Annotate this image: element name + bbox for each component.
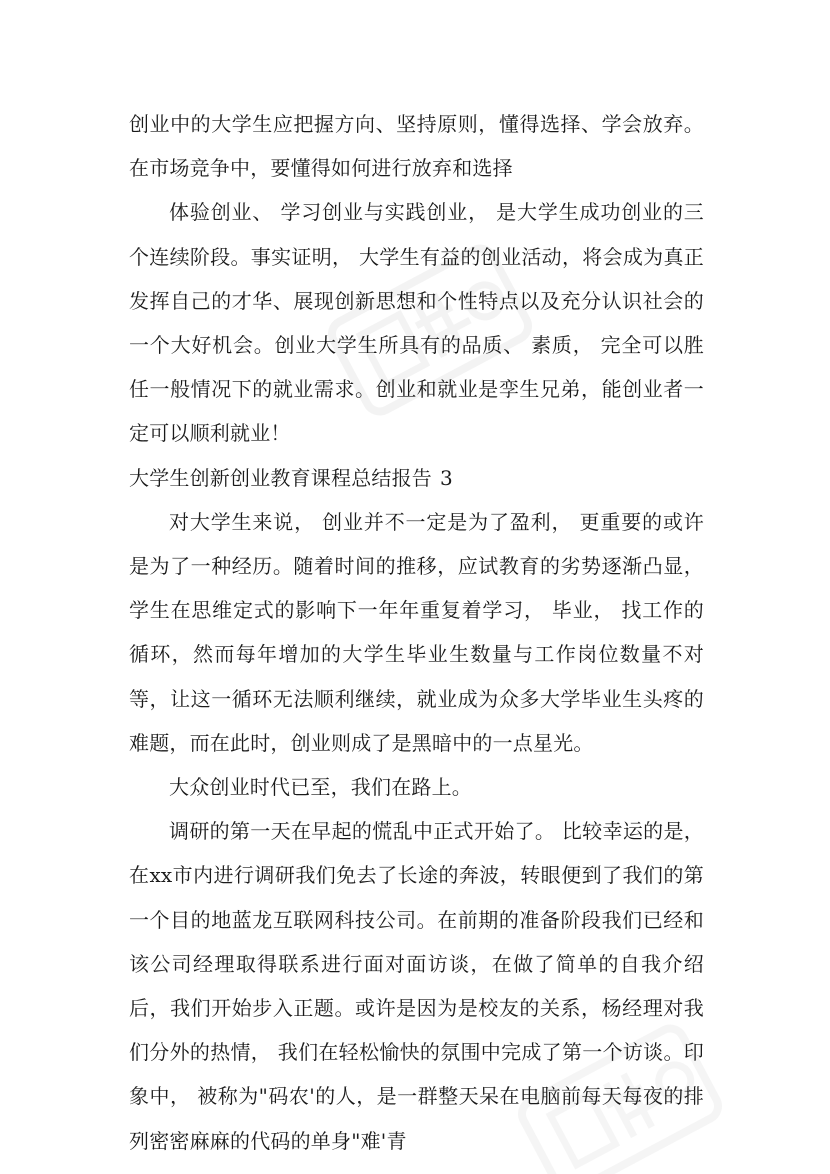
paragraph-4: 大众创业时代已至，我们在路上。: [169, 775, 472, 800]
paragraph-5: 调研的第一天在早起的慌乱中正式开始了。 比较幸运的是，在xx市内进行调研我们免去了长途的奔波，转眼便到了我们的第一个目的地蓝龙互联网科技公司。在前期的准备阶段我们已经和该公司经理取得联系进行面对面访谈，在做了简单的自我介绍后，我们开始步入正题。或许是因为是校友的关系，杨经理对我们分外的热情， 我们在轻松愉快的氛围中完成了第一个访谈。印象中， 被称为"码农'的人，是一群整天呆在电脑前每天每夜的排列密密麻麻的代码的单身"难'青: [129, 819, 704, 1153]
document-body: [129, 102, 704, 1163]
paragraph-2: 体验创业、 学习创业与实践创业， 是大学生成功创业的三个连续阶段。事实证明， 大学生有益的创业活动，将会成为真正发挥自己的才华、展现创新思想和个性特点以及充分认识社会的一个大好机会。创业大学生所具有的品质、 素质， 完全可以胜任一般情况下的就业需求。创业和就业是孪生兄弟，能创业者一定可以顺利就业！: [129, 200, 704, 446]
heading-title: 大学生创新创业教育课程总结报告: [129, 465, 432, 490]
section-heading: [129, 456, 704, 500]
paragraph-1: 创业中的大学生应把握方向、坚持原则，懂得选择、学会放弃。在市场竞争中，要懂得如何进行放弃和选择: [129, 112, 704, 181]
heading-number: 3: [440, 465, 453, 490]
paragraph-3: 对大学生来说， 创业并不一定是为了盈利， 更重要的或许是为了一种经历。随着时间的推移，应试教育的劣势逐渐凸显，学生在思维定式的影响下一年年重复着学习， 毕业， 找工作的循环，然而每年增加的大学生毕业生数量与工作岗位数量不对等，让这一循环无法顺利继续，就业成为众多大学毕业生头疼的难题，而在此时，创业则成了是黑暗中的一点星光。: [129, 509, 704, 755]
